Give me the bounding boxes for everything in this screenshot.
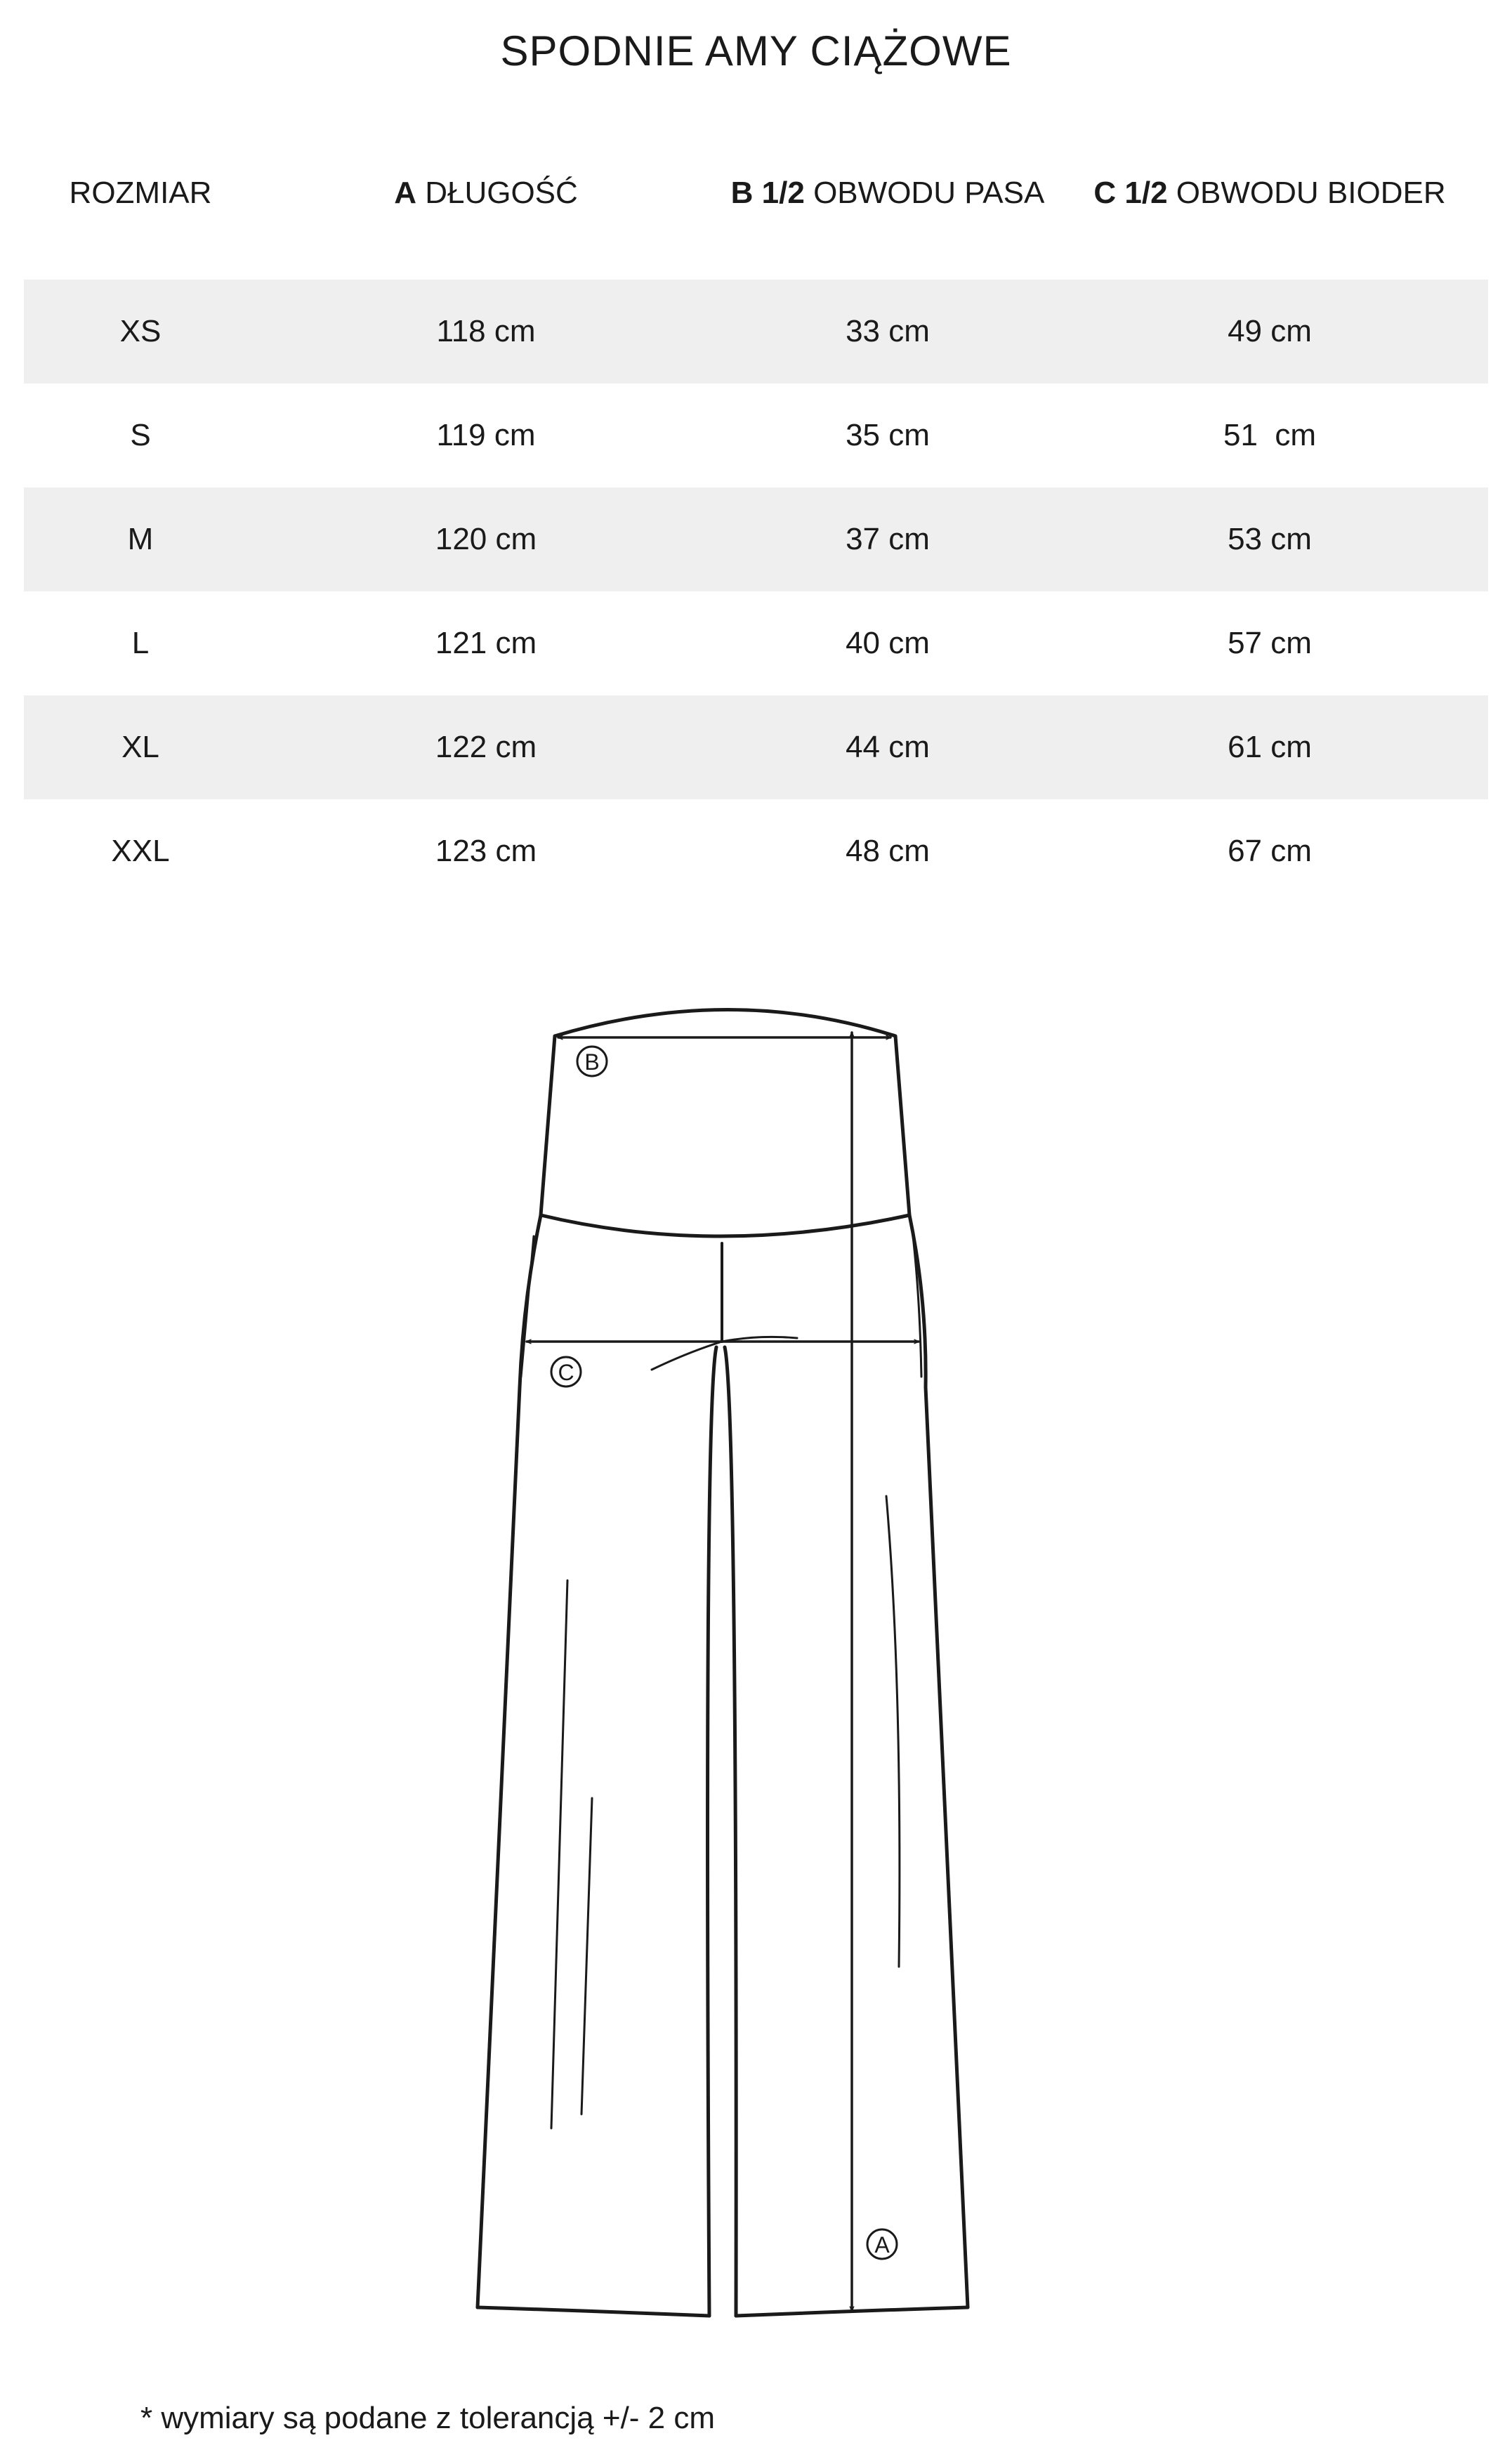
label-b — [577, 1047, 607, 1076]
table-row — [24, 487, 1488, 591]
cell-hips: 57 cm — [1228, 626, 1312, 660]
cell-size: M — [127, 522, 154, 556]
cell-hips: 49 cm — [1228, 314, 1312, 348]
trousers-outline — [478, 1010, 968, 2316]
cell-size: XL — [121, 730, 159, 764]
cell-hips: 61 cm — [1228, 730, 1312, 764]
cell-hips: 67 cm — [1228, 834, 1312, 868]
size-table — [24, 280, 1488, 903]
cell-waist: 37 cm — [846, 522, 930, 556]
cell-size: S — [130, 418, 151, 452]
cell-waist: 35 cm — [846, 418, 930, 452]
cell-length: 121 cm — [435, 626, 537, 660]
header-hips-letter: C 1/2 — [1093, 176, 1168, 210]
table-row — [24, 591, 1488, 695]
label-a-text: A — [874, 2232, 890, 2257]
cell-hips: 51 cm — [1223, 418, 1317, 452]
label-c — [551, 1357, 581, 1387]
cell-length: 123 cm — [435, 834, 537, 868]
trousers-diagram — [0, 969, 1512, 2346]
cell-waist: 33 cm — [846, 314, 930, 348]
table-row — [24, 695, 1488, 799]
cell-size: XXL — [111, 834, 170, 868]
table-row — [24, 799, 1488, 903]
cell-length: 118 cm — [436, 314, 536, 348]
cell-length: 119 cm — [436, 418, 536, 452]
table-row — [24, 384, 1488, 487]
label-a — [867, 2229, 897, 2259]
header-hips-label: OBWODU BIODER — [1176, 176, 1446, 210]
cell-waist: 40 cm — [846, 626, 930, 660]
cell-length: 122 cm — [435, 730, 537, 764]
header-waist-label: OBWODU PASA — [813, 176, 1045, 210]
header-waist-letter: B 1/2 — [730, 176, 805, 210]
header-length-label: DŁUGOŚĆ — [425, 176, 578, 210]
cell-size: XS — [119, 314, 162, 348]
header-size: ROZMIAR — [69, 176, 212, 210]
cell-size: L — [131, 626, 150, 660]
footnote: * wymiary są podane z tolerancją +/- 2 cm — [140, 2401, 716, 2435]
cell-length: 120 cm — [435, 522, 537, 556]
table-row — [24, 280, 1488, 384]
header-length-letter: A — [394, 176, 416, 210]
cell-hips: 53 cm — [1228, 522, 1312, 556]
table-header — [0, 176, 1512, 225]
label-c-text: C — [558, 1360, 574, 1385]
header-hips — [1093, 176, 1445, 211]
page-title: SPODNIE AMY CIĄŻOWE — [500, 27, 1012, 74]
header-length — [394, 176, 578, 211]
cell-waist: 48 cm — [846, 834, 930, 868]
header-waist — [731, 176, 1045, 211]
cell-waist: 44 cm — [846, 730, 930, 764]
label-b-text: B — [584, 1049, 600, 1075]
